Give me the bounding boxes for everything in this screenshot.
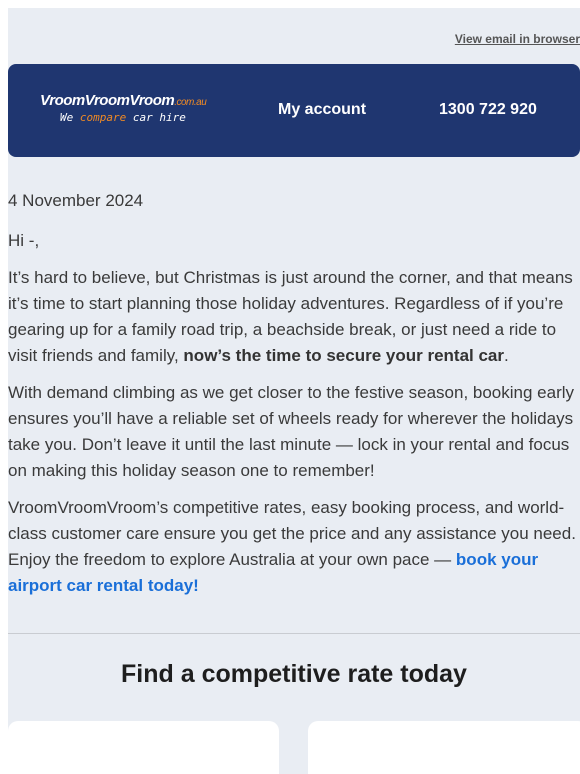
view-in-browser-link[interactable]: View email in browser (454, 32, 580, 46)
rate-card-left[interactable] (8, 721, 279, 774)
paragraph-1-text: It’s hard to believe, but Christmas is just around the corner, and that means it’s time to start planning those holiday adventures. Regardless of if you’re gearing up for a family road trip, a beachside break, or just need a ride to visit friends and family, (8, 268, 573, 365)
book-airport-rental-link[interactable]: book your airport car rental today! (8, 550, 539, 595)
paragraph-3-text: VroomVroomVroom’s competitive rates, easy booking process, and world-class customer care ensure you get the price and any assistance you need. Enjoy the freedom to explore Australia at your own pace — (8, 498, 576, 569)
my-account-link[interactable]: My account (278, 101, 367, 118)
section-title: Find a competitive rate today (121, 660, 467, 688)
paragraph-1-bold: now’s the time to secure your rental car (183, 346, 504, 365)
logo-tag-accent: compare (79, 111, 127, 124)
email-date: 4 November 2024 (8, 191, 144, 210)
divider (8, 633, 580, 634)
logo-tag-pre: We (60, 111, 80, 124)
email-container (8, 8, 580, 774)
logo-domain: .com.au (174, 97, 207, 108)
rate-card-right[interactable] (308, 721, 580, 774)
topbar (8, 8, 580, 64)
logo-tag-post: car hire (126, 111, 186, 124)
greeting: Hi -, (8, 231, 40, 250)
logo-wordmark (40, 92, 206, 109)
paragraph-1 (8, 265, 580, 369)
phone-link[interactable]: 1300 722 920 (439, 101, 537, 118)
logo-tagline (60, 111, 206, 124)
paragraph-3 (8, 495, 580, 599)
logo-name: VroomVroomVroom (40, 92, 175, 109)
paragraph-1-end: . (504, 346, 509, 365)
brand-logo[interactable] (40, 92, 206, 124)
paragraph-2: With demand climbing as we get closer to the festive season, booking early ensures you’ll have a reliable set of wheels ready for wherever the holidays take you. Don’t leave it until the last minute — lock in your rental and focus on making this holiday season one to remember! (8, 383, 575, 480)
email-header (8, 64, 580, 157)
email-body (8, 188, 580, 599)
